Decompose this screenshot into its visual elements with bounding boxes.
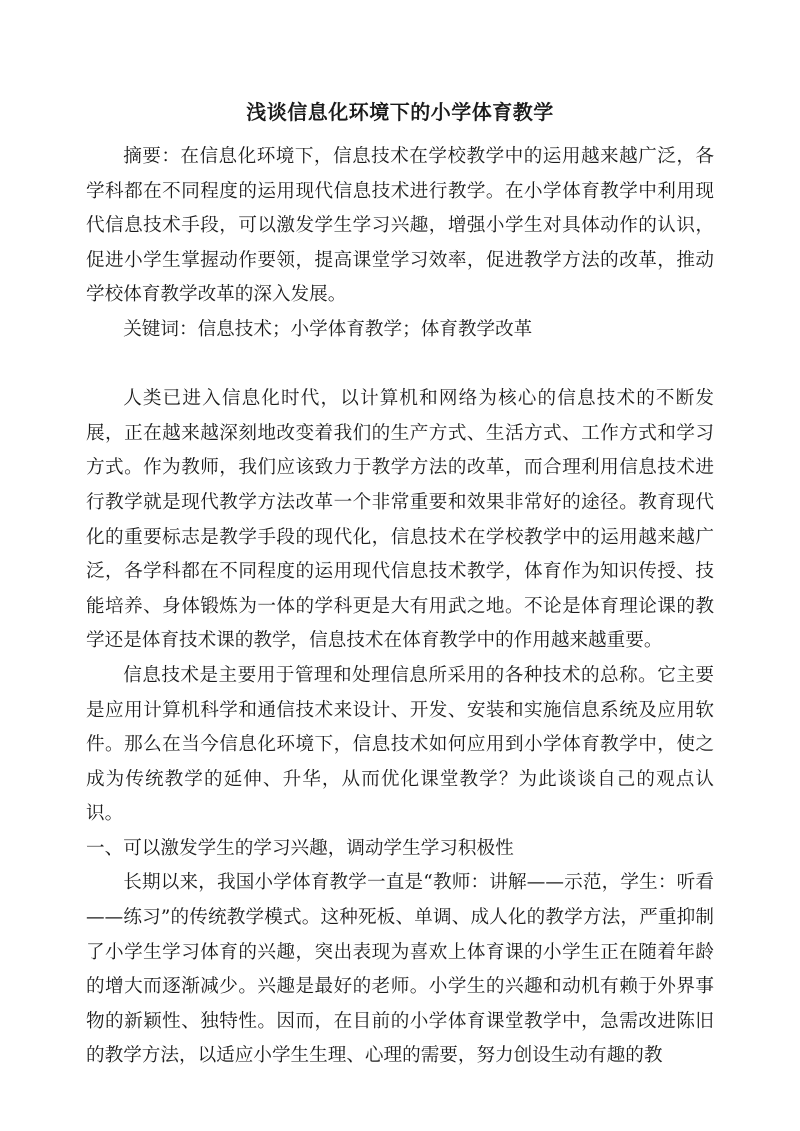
keywords-line: 关键词：信息技术；小学体育教学；体育教学改革 [123, 318, 533, 340]
section-heading: 一、可以激发学生的学习兴趣，调动学生学习积极性 [86, 837, 514, 859]
body-paragraph: 人类已进入信息化时代，以计算机和网络为核心的信息技术的不断发展，正在越来越深刻地改变着我们的生产方式、生活方式、工作方式和学习方式。作为教师，我们应该致力于教学方法的改革，而合理利用信息技术进行教学就是现代教学方法改革一个非常重要和效果非常好的途径。教育现代化的重要标志是教学手段的现代化，信息技术在学校教学中的运用越来越广泛，各学科都在不同程度的运用现代信息技术教学，体育作为知识传授、技能培养、身体锻炼为一体的学科更是大有用武之地。不论是体育理论课的教学还是体育技术课的教学，信息技术在体育教学中的作用越来越重要。 [86, 388, 714, 652]
blank-line [86, 348, 714, 383]
abstract-paragraph: 摘要：在信息化环境下，信息技术在学校教学中的运用越来越广泛，各学科都在不同程度的运用现代信息技术进行教学。在小学体育教学中利用现代信息技术手段，可以激发学生学习兴趣，增强小学生对具体动作的认识，促进小学生掌握动作要领，提高课堂学习效率，促进教学方法的改革，推动学校体育教学改革的深入发展。 [86, 146, 714, 306]
document-title: 浅谈信息化环境下的小学体育教学 [246, 100, 554, 124]
body-paragraph: 长期以来，我国小学体育教学一直是“教师：讲解——示范，学生：听看——练习”的传统教学模式。这种死板、单调、成人化的教学方法，严重抑制了小学生学习体育的兴趣，突出表现为喜欢上体育课的小学生正在随着年龄的增大而逐渐减少。兴趣是最好的老师。小学生的兴趣和动机有赖于外界事物的新颖性、独特性。因而，在目前的小学体育课堂教学中，急需改进陈旧的教学方法，以适应小学生生理、心理的需要，努力创设生动有趣的教 [86, 872, 714, 1067]
body-paragraph: 信息技术是主要用于管理和处理信息所采用的各种技术的总称。它主要是应用计算机科学和通信技术来设计、开发、安装和实施信息系统及应用软件。那么在当今信息化环境下，信息技术如何应用到小学体育教学中，使之成为传统教学的延伸、升华，从而优化课堂教学？为此谈谈自己的观点认识。 [86, 664, 714, 825]
